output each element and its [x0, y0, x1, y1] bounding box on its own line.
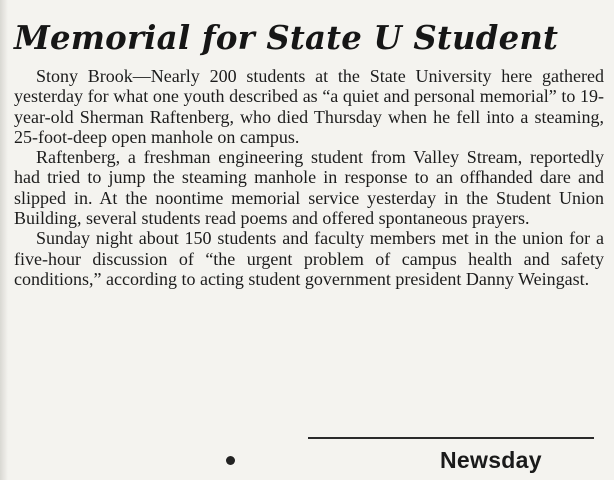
article-paragraph-3: Sunday night about 150 students and faculty members met in the union for a five-hour discussion of “the urgent problem of campus health and safety conditions,” according to acting student government president Danny Weingast.	[14, 228, 604, 289]
article-paragraph-2: Raftenberg, a freshman engineering student from Valley Stream, reportedly had tried to jump the steaming manhole in response to an offhanded dare and slipped in. At the noontime memorial service yesterday in the Student Union Building, several students read poems and offered spontaneous prayers.	[14, 147, 604, 229]
page-edge	[0, 0, 8, 480]
bullet-dot	[226, 456, 235, 465]
headline: Memorial for State U Student	[14, 18, 559, 57]
source-credit: Newsday	[440, 447, 542, 473]
divider-rule	[308, 437, 594, 439]
article-paragraph-1: Stony Brook—Nearly 200 students at the State University here gathered yesterday for what one youth described as “a quiet and personal memorial” to 19-year-old Sherman Raftenberg, who died Thursday when he fell into a steaming, 25-foot-deep open manhole on campus.	[14, 66, 604, 147]
newspaper-clipping	[14, 18, 604, 289]
